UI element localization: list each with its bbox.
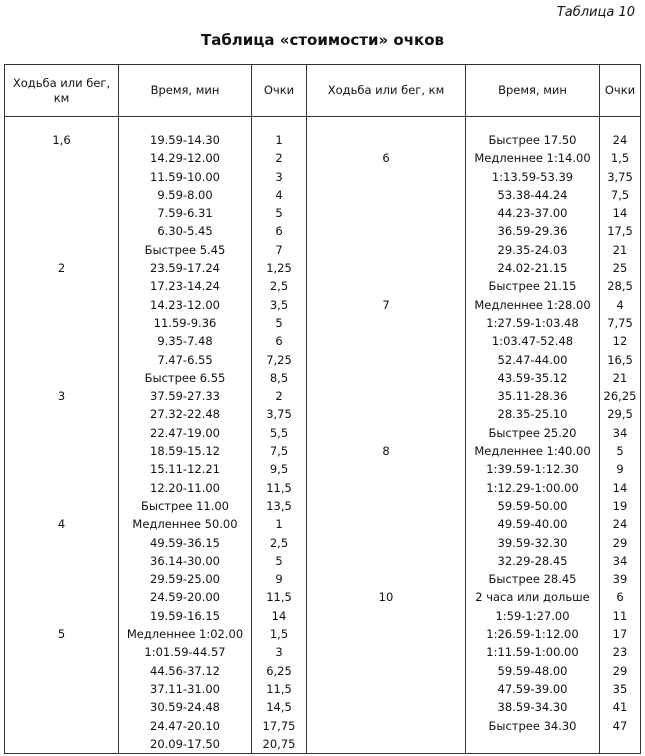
distance-cell (307, 405, 466, 423)
points-cell: 16,5 (600, 351, 641, 369)
spacer-cell (5, 117, 119, 132)
table-body (5, 117, 641, 754)
table-row (5, 570, 641, 588)
table-row (5, 222, 641, 240)
distance-cell (5, 168, 119, 186)
time-cell: Медленнее 50.00 (119, 515, 252, 533)
spacer-cell (466, 117, 600, 132)
points-cell: 19 (600, 497, 641, 515)
points-cell: 26,25 (600, 387, 641, 405)
distance-cell: 7 (307, 296, 466, 314)
table-row (5, 149, 641, 167)
distance-cell (307, 680, 466, 698)
time-cell: 1:03.47-52.48 (466, 332, 600, 350)
table-row (5, 460, 641, 478)
time-cell: 27.32-22.48 (119, 405, 252, 423)
points-cell: 11,5 (252, 588, 307, 606)
distance-cell (307, 570, 466, 588)
points-cell: 29,5 (600, 405, 641, 423)
points-cell: 14 (600, 204, 641, 222)
points-cell: 7,75 (600, 314, 641, 332)
points-cell: 28,5 (600, 277, 641, 295)
time-cell: Быстрее 6.55 (119, 369, 252, 387)
points-cell: 8,5 (252, 369, 307, 387)
time-cell: 52.47-44.00 (466, 351, 600, 369)
points-cell: 35 (600, 680, 641, 698)
table-row (5, 515, 641, 533)
points-cell: 17,5 (600, 222, 641, 240)
points-cell: 23 (600, 643, 641, 661)
distance-cell (5, 460, 119, 478)
distance-cell (307, 314, 466, 332)
spacer-cell (252, 117, 307, 132)
points-cell: 17,75 (252, 717, 307, 735)
time-cell: 39.59-32.30 (466, 534, 600, 552)
points-cell: 11,5 (252, 680, 307, 698)
time-cell: 23.59-17.24 (119, 259, 252, 277)
time-cell: 15.11-12.21 (119, 460, 252, 478)
distance-cell (5, 296, 119, 314)
spacer-cell (307, 117, 466, 132)
points-cell: 5 (252, 552, 307, 570)
points-cell: 7 (252, 241, 307, 259)
distance-cell: 1,6 (5, 131, 119, 149)
time-cell: 1:26.59-1:12.00 (466, 625, 600, 643)
points-cell: 6 (252, 332, 307, 350)
table-row (5, 369, 641, 387)
points-cell: 3,5 (252, 296, 307, 314)
points-cell: 2,5 (252, 534, 307, 552)
distance-cell: 2 (5, 259, 119, 277)
time-cell: 43.59-35.12 (466, 369, 600, 387)
points-cell: 12 (600, 332, 641, 350)
distance-cell: 8 (307, 442, 466, 460)
points-cell: 24 (600, 131, 641, 149)
points-cell: 3,75 (252, 405, 307, 423)
distance-cell (307, 607, 466, 625)
time-cell: 30.59-24.48 (119, 698, 252, 716)
time-cell: 7.59-6.31 (119, 204, 252, 222)
time-cell: 17.23-14.24 (119, 277, 252, 295)
table-header-row (5, 65, 641, 117)
table-row (5, 351, 641, 369)
time-cell: 1:12.29-1:00.00 (466, 479, 600, 497)
distance-cell (5, 497, 119, 515)
header-distance-left: Ходьба или бег, км (5, 65, 119, 117)
points-cell: 17 (600, 625, 641, 643)
distance-cell (5, 222, 119, 240)
distance-cell (307, 424, 466, 442)
table-row (5, 405, 641, 423)
time-cell: Медленнее 1:40.00 (466, 442, 600, 460)
time-cell: 19.59-16.15 (119, 607, 252, 625)
distance-cell (5, 149, 119, 167)
table-row (5, 698, 641, 716)
table-row (5, 625, 641, 643)
table-row (5, 186, 641, 204)
time-cell: 59.59-50.00 (466, 497, 600, 515)
distance-cell (307, 351, 466, 369)
spacer-cell (119, 117, 252, 132)
points-cell: 29 (600, 534, 641, 552)
points-cell: 21 (600, 369, 641, 387)
table-spacer-row (5, 117, 641, 132)
time-cell: 53.38-44.24 (466, 186, 600, 204)
time-cell: 6.30-5.45 (119, 222, 252, 240)
distance-cell (307, 387, 466, 405)
time-cell: 2 часа или дольше (466, 588, 600, 606)
time-cell: 35.11-28.36 (466, 387, 600, 405)
distance-cell (5, 534, 119, 552)
time-cell: 19.59-14.30 (119, 131, 252, 149)
points-cell: 3,75 (600, 168, 641, 186)
distance-cell (5, 717, 119, 735)
header-points-right: Очки (600, 65, 641, 117)
time-cell: 36.59-29.36 (466, 222, 600, 240)
distance-cell (5, 314, 119, 332)
time-cell: 24.02-21.15 (466, 259, 600, 277)
points-cell: 1,25 (252, 259, 307, 277)
points-cell: 11 (600, 607, 641, 625)
header-time-right: Время, мин (466, 65, 600, 117)
distance-cell: 10 (307, 588, 466, 606)
time-cell: 22.47-19.00 (119, 424, 252, 442)
points-cell: 1,5 (252, 625, 307, 643)
distance-cell (5, 351, 119, 369)
time-cell: 37.59-27.33 (119, 387, 252, 405)
time-cell: Быстрее 21.15 (466, 277, 600, 295)
distance-cell (307, 241, 466, 259)
distance-cell (5, 552, 119, 570)
header-points-left: Очки (252, 65, 307, 117)
points-table (4, 64, 641, 754)
table-row (5, 296, 641, 314)
time-cell: 1:39.59-1:12.30 (466, 460, 600, 478)
table-row (5, 131, 641, 149)
table-row (5, 588, 641, 606)
distance-cell (5, 735, 119, 754)
table-row (5, 607, 641, 625)
distance-cell (307, 479, 466, 497)
distance-cell (307, 662, 466, 680)
time-cell: 1:13.59-53.39 (466, 168, 600, 186)
time-cell: 49.59-40.00 (466, 515, 600, 533)
time-cell: 59.59-48.00 (466, 662, 600, 680)
points-cell: 2 (252, 149, 307, 167)
distance-cell (5, 405, 119, 423)
distance-cell (5, 607, 119, 625)
points-cell: 5 (252, 204, 307, 222)
distance-cell (5, 442, 119, 460)
distance-cell (307, 643, 466, 661)
distance-cell: 5 (5, 625, 119, 643)
time-cell: 24.47-20.10 (119, 717, 252, 735)
time-cell: 18.59-15.12 (119, 442, 252, 460)
distance-cell (307, 277, 466, 295)
distance-cell (307, 131, 466, 149)
distance-cell (307, 534, 466, 552)
distance-cell (5, 479, 119, 497)
points-cell: 6 (252, 222, 307, 240)
distance-cell (307, 222, 466, 240)
table-row (5, 735, 641, 754)
distance-cell (307, 497, 466, 515)
time-cell: 1:27.59-1:03.48 (466, 314, 600, 332)
header-distance-right: Ходьба или бег, км (307, 65, 466, 117)
distance-cell (307, 259, 466, 277)
distance-cell (307, 332, 466, 350)
points-cell: 13,5 (252, 497, 307, 515)
time-cell: 1:01.59-44.57 (119, 643, 252, 661)
time-cell: 12.20-11.00 (119, 479, 252, 497)
points-cell: 6 (600, 588, 641, 606)
distance-cell (307, 515, 466, 533)
distance-cell (5, 662, 119, 680)
points-cell: 34 (600, 552, 641, 570)
table-row (5, 552, 641, 570)
points-cell: 34 (600, 424, 641, 442)
points-cell: 3 (252, 643, 307, 661)
distance-cell (5, 424, 119, 442)
time-cell: 20.09-17.50 (119, 735, 252, 754)
table-row (5, 314, 641, 332)
distance-cell (307, 204, 466, 222)
time-cell: 11.59-9.36 (119, 314, 252, 332)
distance-cell (5, 186, 119, 204)
time-cell: 49.59-36.15 (119, 534, 252, 552)
time-cell: 1:11.59-1:00.00 (466, 643, 600, 661)
points-cell: 6,25 (252, 662, 307, 680)
time-cell: 29.59-25.00 (119, 570, 252, 588)
points-cell: 1 (252, 131, 307, 149)
table-row (5, 479, 641, 497)
distance-cell (5, 332, 119, 350)
points-cell: 25 (600, 259, 641, 277)
distance-cell (307, 168, 466, 186)
time-cell: Медленнее 1:14.00 (466, 149, 600, 167)
distance-cell: 6 (307, 149, 466, 167)
distance-cell: 3 (5, 387, 119, 405)
points-cell: 47 (600, 717, 641, 735)
table-row (5, 717, 641, 735)
points-cell: 7,5 (252, 442, 307, 460)
distance-cell (5, 698, 119, 716)
time-cell: Быстрее 11.00 (119, 497, 252, 515)
distance-cell (5, 570, 119, 588)
points-cell (600, 735, 641, 754)
time-cell: 44.23-37.00 (466, 204, 600, 222)
distance-cell (307, 186, 466, 204)
time-cell: 14.29-12.00 (119, 149, 252, 167)
points-cell: 9 (252, 570, 307, 588)
points-cell: 14 (600, 479, 641, 497)
distance-cell (5, 204, 119, 222)
points-cell: 9 (600, 460, 641, 478)
time-cell: 29.35-24.03 (466, 241, 600, 259)
spacer-cell (600, 117, 641, 132)
table-row (5, 387, 641, 405)
time-cell: 28.35-25.10 (466, 405, 600, 423)
header-time-left: Время, мин (119, 65, 252, 117)
distance-cell (307, 369, 466, 387)
distance-cell: 4 (5, 515, 119, 533)
distance-cell (307, 552, 466, 570)
distance-cell (307, 717, 466, 735)
time-cell: Быстрее 5.45 (119, 241, 252, 259)
points-cell: 24 (600, 515, 641, 533)
points-cell: 11,5 (252, 479, 307, 497)
points-cell: 3 (252, 168, 307, 186)
table-row (5, 662, 641, 680)
time-cell: 36.14-30.00 (119, 552, 252, 570)
table-row (5, 332, 641, 350)
time-cell: 1:59-1:27.00 (466, 607, 600, 625)
time-cell: 7.47-6.55 (119, 351, 252, 369)
time-cell: 11.59-10.00 (119, 168, 252, 186)
table-row (5, 241, 641, 259)
table-row (5, 168, 641, 186)
distance-cell (5, 369, 119, 387)
points-cell: 4 (600, 296, 641, 314)
points-cell: 5 (600, 442, 641, 460)
distance-cell (307, 698, 466, 716)
points-cell: 21 (600, 241, 641, 259)
points-cell: 1,5 (600, 149, 641, 167)
table-row (5, 497, 641, 515)
points-cell: 4 (252, 186, 307, 204)
table-row (5, 680, 641, 698)
points-cell: 20,75 (252, 735, 307, 754)
points-cell: 9,5 (252, 460, 307, 478)
time-cell: 44.56-37.12 (119, 662, 252, 680)
time-cell: Быстрее 28.45 (466, 570, 600, 588)
distance-cell (5, 241, 119, 259)
time-cell: Медленнее 1:28.00 (466, 296, 600, 314)
time-cell: 47.59-39.00 (466, 680, 600, 698)
table-row (5, 259, 641, 277)
page-title: Таблица «стоимости» очков (200, 31, 445, 49)
distance-cell (307, 625, 466, 643)
table-caption: Таблица 10 (556, 5, 635, 20)
distance-cell (5, 680, 119, 698)
points-cell: 5 (252, 314, 307, 332)
points-cell: 2 (252, 387, 307, 405)
distance-cell (5, 277, 119, 295)
points-cell: 14,5 (252, 698, 307, 716)
points-cell: 1 (252, 515, 307, 533)
time-cell: 9.35-7.48 (119, 332, 252, 350)
table-row (5, 424, 641, 442)
points-cell: 29 (600, 662, 641, 680)
time-cell: Быстрее 17.50 (466, 131, 600, 149)
table-row (5, 277, 641, 295)
time-cell: 32.29-28.45 (466, 552, 600, 570)
points-cell: 39 (600, 570, 641, 588)
table-row (5, 204, 641, 222)
time-cell: 24.59-20.00 (119, 588, 252, 606)
distance-cell (307, 735, 466, 754)
points-cell: 2,5 (252, 277, 307, 295)
table-row (5, 643, 641, 661)
time-cell: Медленнее 1:02.00 (119, 625, 252, 643)
time-cell (466, 735, 600, 754)
time-cell: 14.23-12.00 (119, 296, 252, 314)
points-cell: 41 (600, 698, 641, 716)
time-cell: 9.59-8.00 (119, 186, 252, 204)
distance-cell (5, 588, 119, 606)
distance-cell (307, 460, 466, 478)
table-row (5, 442, 641, 460)
time-cell: Быстрее 34.30 (466, 717, 600, 735)
points-cell: 7,25 (252, 351, 307, 369)
time-cell: 38.59-34.30 (466, 698, 600, 716)
points-cell: 7,5 (600, 186, 641, 204)
distance-cell (5, 643, 119, 661)
time-cell: 37.11-31.00 (119, 680, 252, 698)
points-cell: 14 (252, 607, 307, 625)
points-cell: 5,5 (252, 424, 307, 442)
table-row (5, 534, 641, 552)
time-cell: Быстрее 25.20 (466, 424, 600, 442)
